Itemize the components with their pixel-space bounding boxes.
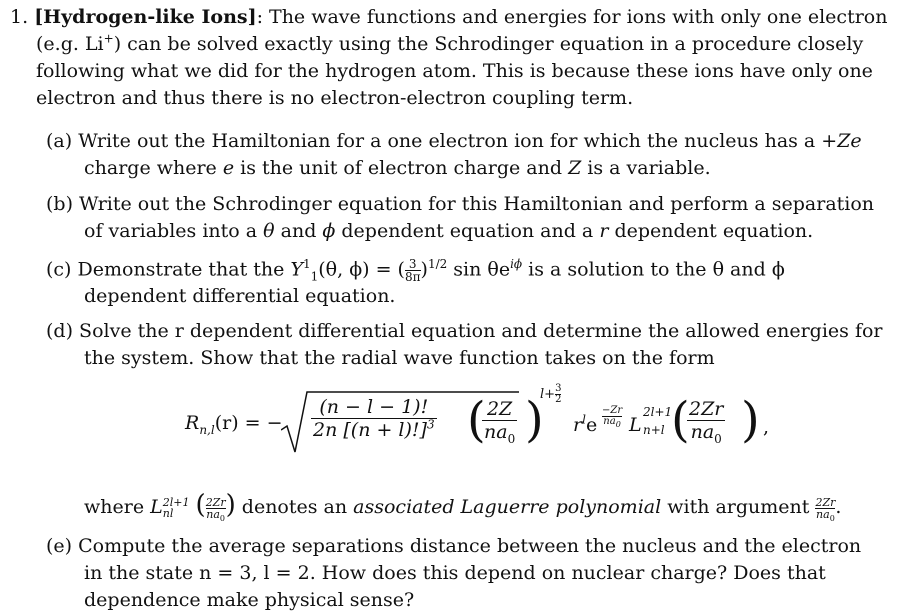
problem-intro-line-3: following what we did for the hydrogen atom. This is because these ions have only one [36, 60, 873, 82]
part-d-where-line: where L 2l+1 nl ( $\frac{2Zr}{na_0}$ ) denotes an associated Laguerre polynomial with argument $\frac{2Zr}{na_0}$ . [84, 490, 842, 523]
part-b-line-2: of variables into a θ and ϕ dependent equation and a r dependent equation. [84, 220, 814, 242]
problem-intro-line-4: electron and thus there is no electron-electron coupling term. [36, 87, 634, 109]
sqrt-fraction: $\frac{(n - l - 1)!}{2n [(n + l)!]^3}$ [313, 396, 435, 441]
radial-wavefunction-formula: $R_{n,l}(r)$ = − $\frac{(n - l - 1)!}{2n [(n + l)!]^3}$ ( $\frac{2Z}{na_0}$ ) l+ $\frac{3}{2}$ $r^le$ $\frac{-Zr}{na_0}$ L 2l+1 n+l ( $\frac{2Zr}{na_0}$ ) , [185, 384, 825, 474]
part-d-line-1: (d) Solve the r dependent differential equation and determine the allowed energies for [46, 320, 883, 342]
part-c-line-2: dependent differential equation. [84, 285, 396, 307]
laguerre-L: L [629, 414, 642, 436]
part-e-line-2: in the state n = 3, l = 2. How does this depend on nuclear charge? Does that [84, 562, 826, 584]
part-e-label: (e) [46, 535, 73, 557]
part-b-line-1: (b) Write out the Schrodinger equation for this Hamiltonian and perform a separation [46, 193, 875, 215]
part-d-label: (d) [46, 320, 73, 342]
part-a-line-2: charge where e is the unit of electron charge and Z is a variable. [84, 157, 711, 179]
exponent-l-plus-three-halves: l+ $\frac{3}{2}$ [540, 383, 562, 405]
part-b-label: (b) [46, 193, 73, 215]
problem-intro-line-1: 1. [Hydrogen-like Ions]: The wave functions and energies for ions with only one electron [10, 6, 888, 28]
part-c-line-1: (c) Demonstrate that the $Y^1_1(\theta$, ϕ) = ( $\frac{3}{8\pi}$ )$^{1/2}$ $\sin \theta e^{i\phi}$ is a solution to the θ and ϕ [46, 257, 785, 284]
part-a-label: (a) [46, 130, 73, 152]
2Zr-over-na0: $\frac{2Zr}{na_0}$ [689, 398, 724, 446]
part-d-line-2: the system. Show that the radial wave function takes on the form [84, 347, 715, 369]
part-a-line-1: (a) Write out the Hamiltonian for a one electron ion for which the nucleus has a +Ze [46, 130, 862, 152]
exp-argument: $\frac{-Zr}{na_0}$ [602, 405, 623, 429]
fraction-3-over-8pi: $\frac{3}{8\pi}$ [404, 257, 421, 284]
2Z-over-na0: $\frac{2Z}{na_0}$ [484, 398, 516, 446]
part-e-line-3: dependence make physical sense? [84, 589, 415, 611]
problem-title: [Hydrogen-like Ions] [34, 6, 257, 28]
part-e-line-1: (e) Compute the average separations distance between the nucleus and the electron [46, 535, 862, 557]
problem-number: 1. [10, 6, 29, 28]
part-c-label: (c) [46, 258, 72, 281]
problem-intro-line-2: (e.g. Li+) can be solved exactly using the Schrodinger equation in a procedure closely [36, 31, 864, 55]
